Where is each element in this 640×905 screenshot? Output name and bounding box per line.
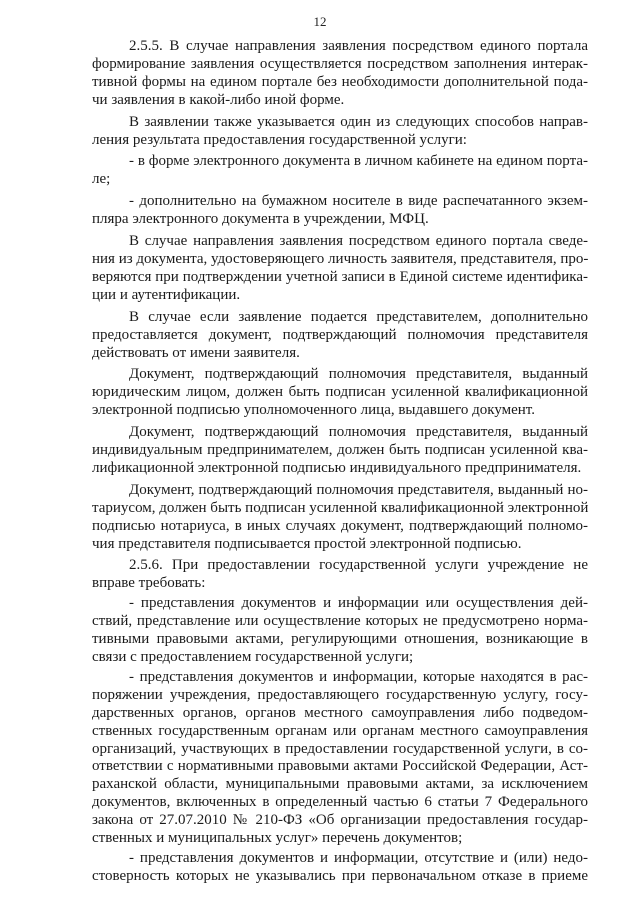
text-line: ления результата предоставления государственной услуги: [92,131,467,148]
paragraph-legal-entity-document [92,366,588,420]
text-line: В заявлении также указывается один из следующих способов направ- [129,113,588,130]
text-line: вправе требовать: [92,575,206,592]
text-line: тивными правовыми актами, регулирующими отношения, возникающие в [92,631,588,648]
text-line: - представления документов и информации, отсутствие и (или) недо- [129,849,588,866]
paragraph-result-methods [92,114,588,150]
text-line: Документ, подтверждающий полномочия представителя, выданный [129,366,588,383]
text-line: ственных и муниципальных услуг» перечень документов; [92,830,463,847]
text-line: тариусом, должен быть подписан усиленной квалификационной электронной [92,499,589,516]
text-line: В случае если заявление подается представителем, дополнительно [129,308,588,325]
text-line: веряются при подтверждении учетной записи в Единой системе идентифика- [92,268,588,285]
text-line: ле; [92,171,111,188]
text-line: чи заявления в какой-либо иной форме. [92,91,345,108]
text-line: закона от 27.07.2010 № 210-ФЗ «Об организации предоставления государ- [92,812,588,829]
text-line: ции и аутентификации. [92,286,241,303]
page-number: 12 [313,14,327,29]
text-line: дарственных органов, органов местного самоуправления либо подведом- [92,704,588,721]
paragraph-2-5-5 [92,38,588,110]
paragraph-representative [92,309,588,363]
document-body [92,38,588,886]
text-line: раханской области, муниципальными правовыми актами, за исключением [92,776,588,793]
list-item-documents-not-required [92,595,588,667]
text-line: подписью нотариуса, в иных случаях документ, подтверждающий полномо- [92,517,588,534]
list-item-electronic-form [92,153,588,189]
list-item-documents-at-disposal [92,669,588,848]
text-line: ственных государственным органам или органам местного самоуправления [92,722,588,739]
text-line: связи с предоставлением государственной услуги; [92,649,414,665]
text-line: ответствии с нормативными правовыми актами Российской Федерации, Аст- [92,758,588,775]
paragraph-notary-document [92,482,588,554]
text-line: - представления документов и информации, которые находятся в рас- [129,668,588,685]
text-line: электронной подписью уполномоченного лица, выдавшего документ. [92,402,535,419]
text-line: - представления документов и информации или осуществления дей- [129,595,588,612]
paragraph-2-5-6 [92,557,588,593]
text-line: В случае направления заявления посредством единого портала сведе- [129,233,588,250]
text-line: документов, включенных в определенный частью 6 статьи 7 Федерального [92,794,588,811]
text-line: действовать от имени заявителя. [92,344,300,361]
text-line: поряжении учреждения, предоставляющего государственную услугу, госу- [92,686,588,703]
text-line: ния из документа, удостоверяющего личность заявителя, представителя, про- [92,250,589,267]
text-line: Документ, подтверждающий полномочия представителя, выданный но- [129,481,588,498]
text-line: формирование заявления осуществляется посредством заполнения интерак- [92,55,588,72]
text-line: лификационной электронной подписью индивидуального предпринимателя. [92,459,582,476]
text-line: - дополнительно на бумажном носителе в виде распечатанного экзем- [129,193,588,210]
text-line: чия представителя подписывается простой электронной подписью. [92,535,522,552]
text-line: 2.5.5. В случае направления заявления посредством единого портала [129,38,588,54]
paragraph-identity-verification [92,233,588,305]
text-line: ствий, представление или осуществление которых не предусмотрено норма- [92,613,588,630]
text-line: организаций, участвующих в предоставлении государственной услуги, в со- [92,740,588,757]
text-line: стоверность которых не указывались при первоначальном отказе в приеме [92,867,588,884]
text-line: тивной формы на едином портале без необходимости дополнительной пода- [92,73,588,90]
list-item-paper-form [92,193,588,229]
text-line: Документ, подтверждающий полномочия представителя, выданный [129,424,588,441]
text-line: - в форме электронного документа в личном кабинете на едином порта- [129,153,588,170]
text-line: юридическим лицом, должен быть подписан усиленной квалификационной [92,384,588,401]
text-line: пляра электронного документа в учреждении, МФЦ. [92,211,429,228]
text-line: 2.5.6. При предоставлении государственной услуги учреждение не [129,557,588,574]
text-line: индивидуальным предпринимателем, должен быть подписан усиленной ква- [92,442,588,459]
text-line: предоставляется документ, подтверждающий полномочия представителя [92,326,588,343]
paragraph-entrepreneur-document [92,424,588,478]
list-item-documents-unreliable [92,850,588,886]
